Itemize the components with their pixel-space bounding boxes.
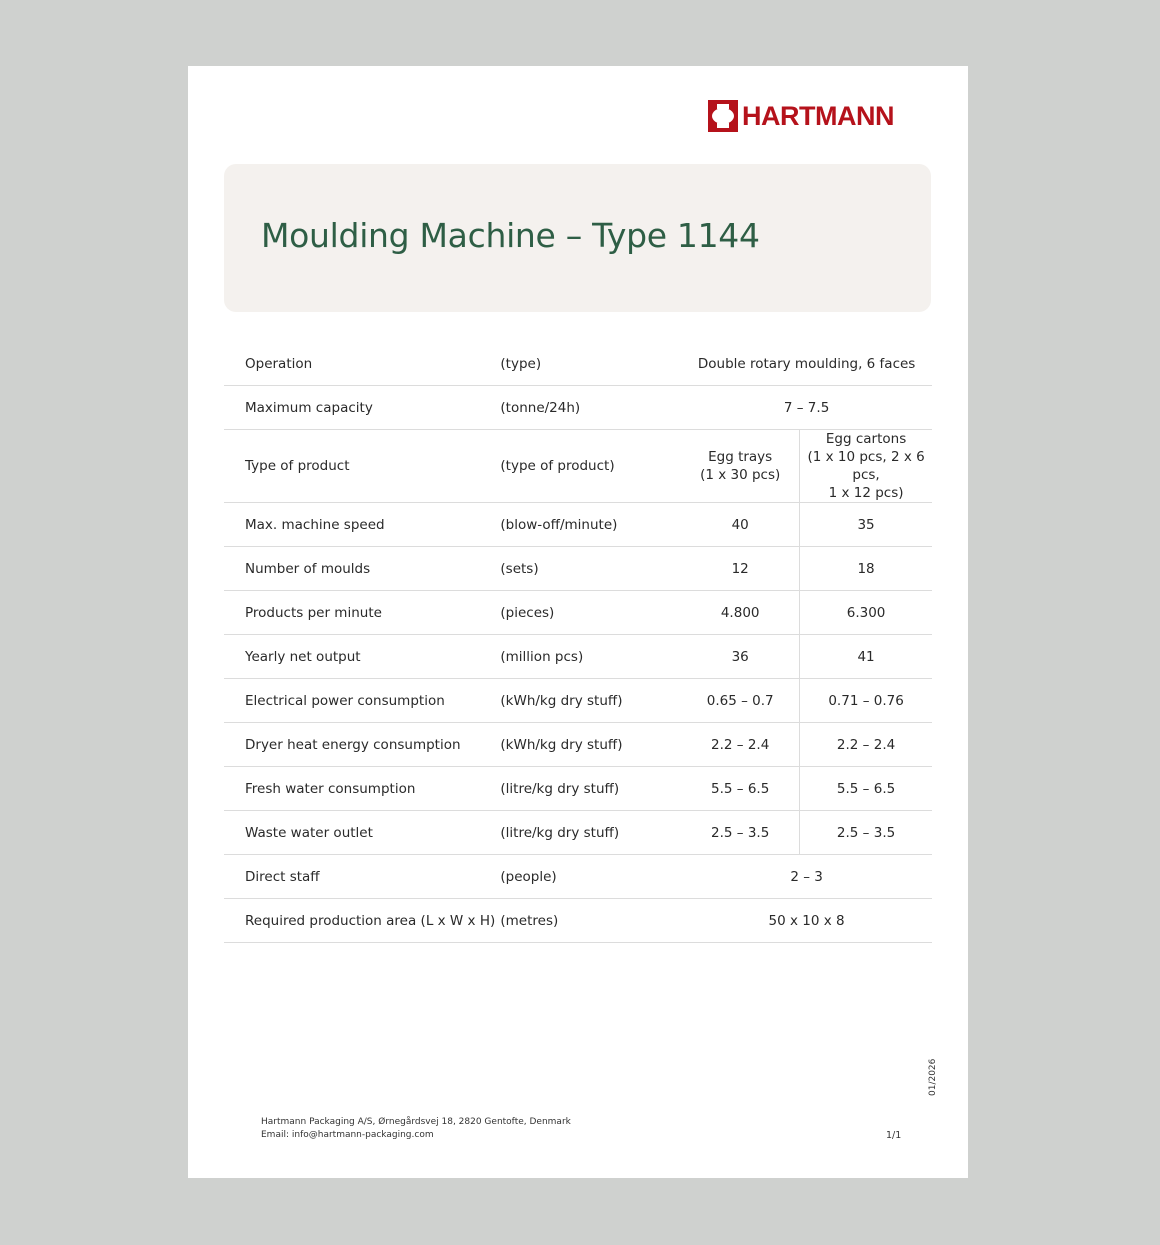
egg-cartons-value: 35 [800,503,932,547]
row-value: 7 – 7.5 [681,386,932,430]
egg-cartons-value: 18 [800,547,932,591]
document-date: 01/2026 [928,1058,938,1096]
table-row [224,811,932,855]
hartmann-logo [708,100,894,132]
row-label: Operation [224,342,500,386]
row-value: 50 x 10 x 8 [681,899,932,943]
row-unit: (sets) [500,547,681,591]
row-label: Maximum capacity [224,386,500,430]
table-row [224,723,932,767]
egg-trays-value: 12 [681,547,799,591]
row-label: Dryer heat energy consumption [224,723,500,767]
row-unit: (litre/kg dry stuff) [500,767,681,811]
egg-cartons-header: Egg cartons (1 x 10 pcs, 2 x 6 pcs, 1 x 12 pcs) [800,430,932,503]
table-row [224,503,932,547]
row-unit: (metres) [500,899,681,943]
row-label: Yearly net output [224,635,500,679]
row-unit: (blow-off/minute) [500,503,681,547]
egg-trays-value: 4.800 [681,591,799,635]
egg-cartons-value: 2.2 – 2.4 [800,723,932,767]
table-row [224,679,932,723]
row-label: Fresh water consumption [224,767,500,811]
page-title: Moulding Machine – Type 1144 [261,216,760,255]
row-unit: (kWh/kg dry stuff) [500,723,681,767]
row-label: Electrical power consumption [224,679,500,723]
egg-cartons-value: 6.300 [800,591,932,635]
egg-trays-value: 2.5 – 3.5 [681,811,799,855]
egg-trays-value: 0.65 – 0.7 [681,679,799,723]
row-unit: (pieces) [500,591,681,635]
row-label: Direct staff [224,855,500,899]
title-banner [224,164,931,312]
row-unit: (people) [500,855,681,899]
row-unit: (litre/kg dry stuff) [500,811,681,855]
table-row [224,899,932,943]
table-row [224,855,932,899]
row-value: 2 – 3 [681,855,932,899]
document-page [188,66,968,1178]
row-label: Number of moulds [224,547,500,591]
egg-cartons-value: 0.71 – 0.76 [800,679,932,723]
egg-trays-value: 5.5 – 6.5 [681,767,799,811]
egg-trays-value: 2.2 – 2.4 [681,723,799,767]
egg-trays-value: 40 [681,503,799,547]
egg-cartons-value: 41 [800,635,932,679]
row-unit: (type of product) [500,430,681,503]
row-unit: (type) [500,342,681,386]
table-row [224,430,932,503]
row-label: Waste water outlet [224,811,500,855]
table-row [224,591,932,635]
row-label: Max. machine speed [224,503,500,547]
company-address: Hartmann Packaging A/S, Ørnegårdsvej 18, 2820 Gentofte, Denmark [261,1117,571,1127]
row-label: Products per minute [224,591,500,635]
row-label: Required production area (L x W x H) [224,899,500,943]
row-value: Double rotary moulding, 6 faces [681,342,932,386]
table-row [224,767,932,811]
egg-trays-value: 36 [681,635,799,679]
row-unit: (tonne/24h) [500,386,681,430]
table-row [224,547,932,591]
table-row [224,635,932,679]
row-label: Type of product [224,430,500,503]
table-row [224,342,932,386]
hartmann-egg-mark-icon [708,100,738,132]
row-unit: (kWh/kg dry stuff) [500,679,681,723]
row-unit: (million pcs) [500,635,681,679]
egg-cartons-value: 2.5 – 3.5 [800,811,932,855]
footer-contact [261,1116,571,1142]
page-number: 1/1 [886,1130,902,1141]
company-email: Email: info@hartmann-packaging.com [261,1130,434,1140]
brand-name: HARTMANN [742,101,894,131]
specifications-table [224,342,932,943]
table-row [224,386,932,430]
egg-trays-header: Egg trays (1 x 30 pcs) [681,430,799,503]
egg-cartons-value: 5.5 – 6.5 [800,767,932,811]
